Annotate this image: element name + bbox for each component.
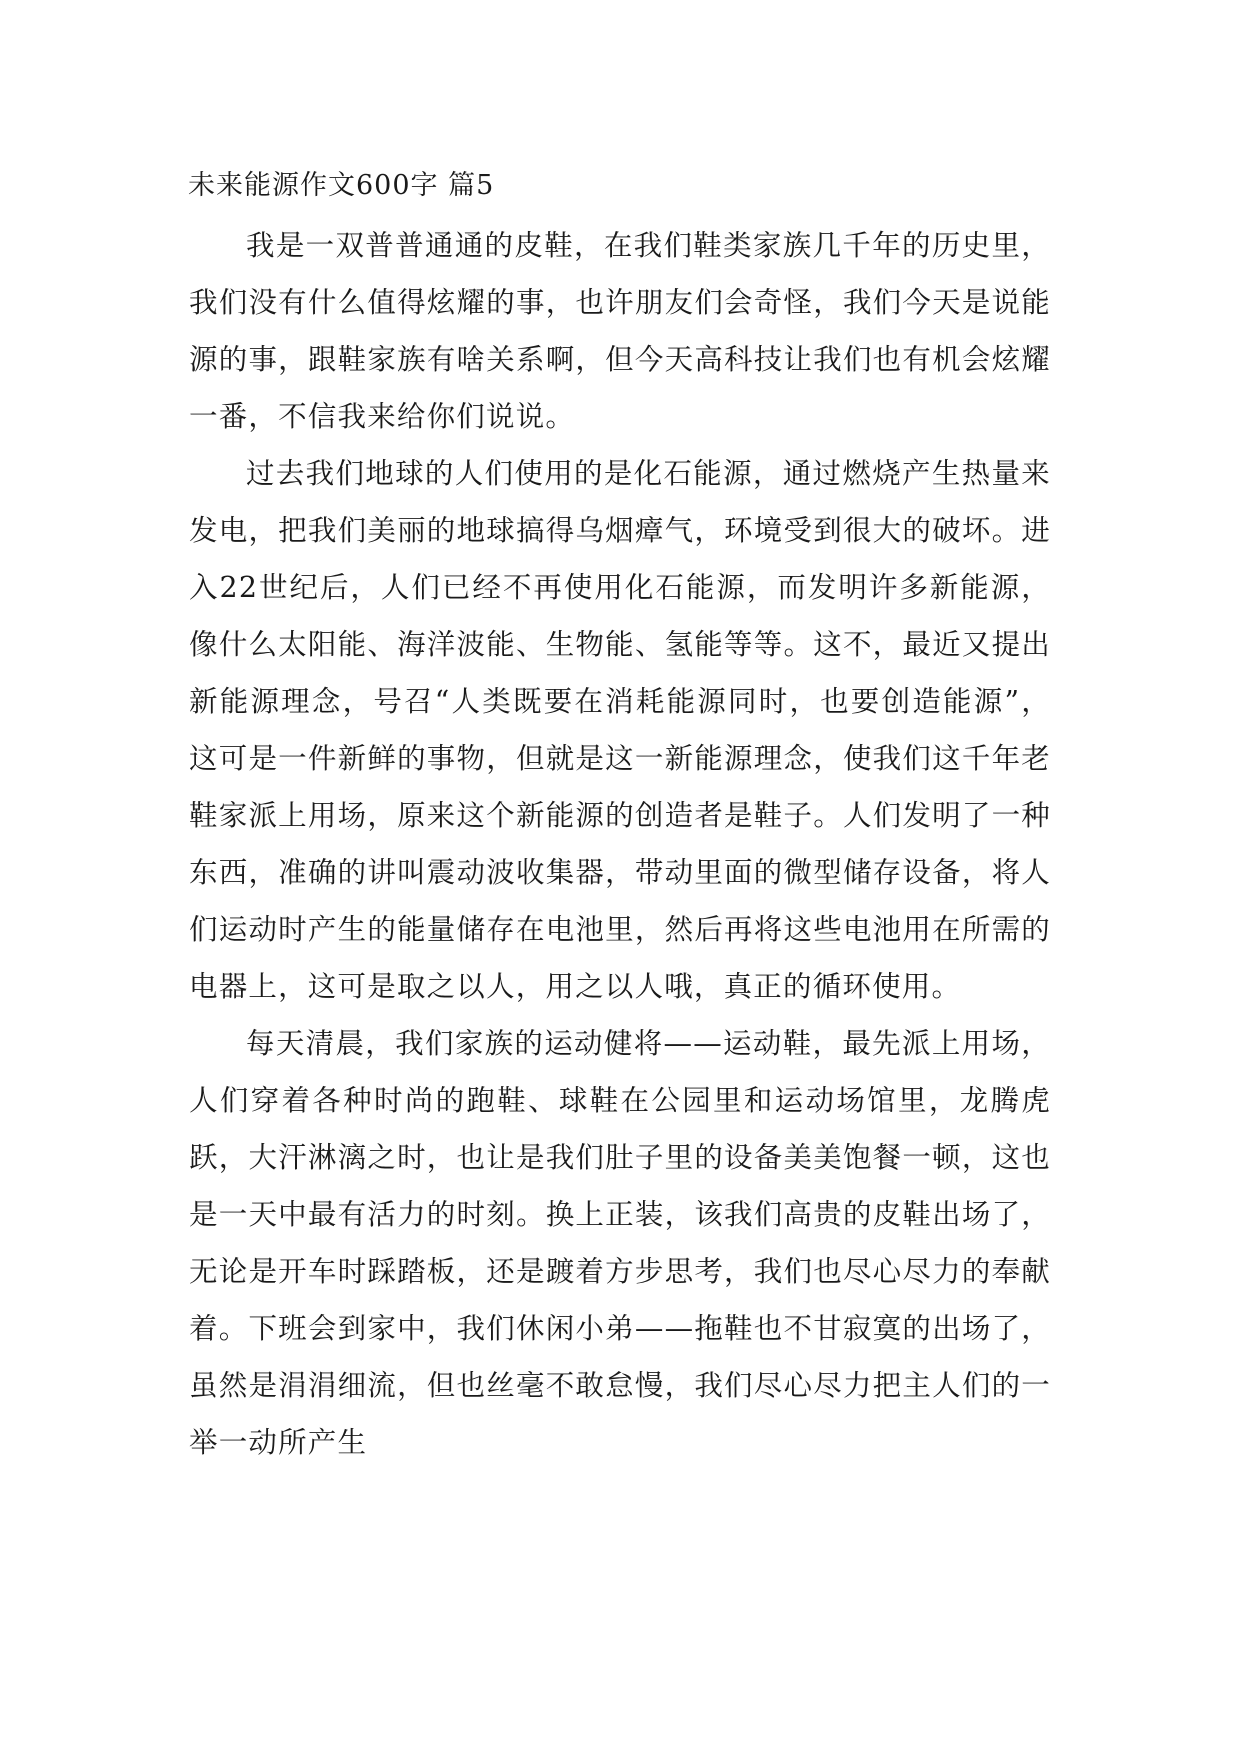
document-body xyxy=(189,217,1051,1471)
document-title: 未来能源作文600字 篇5 xyxy=(188,170,495,201)
paragraph-1: 我是一双普普通通的皮鞋，在我们鞋类家族几千年的历史里，我们没有什么值得炫耀的事，也许朋友们会奇怪，我们今天是说能源的事，跟鞋家族有啥关系啊，但今天高科技让我们也有机会炫耀一番，不信我来给你们说说。 xyxy=(189,229,1051,433)
paragraph-2: 过去我们地球的人们使用的是化石能源，通过燃烧产生热量来发电，把我们美丽的地球搞得乌烟瘴气，环境受到很大的破坏。进入22世纪后，人们已经不再使用化石能源，而发明许多新能源，像什么太阳能、海洋波能、生物能、氢能等等。这不，最近又提出新能源理念，号召“人类既要在消耗能源同时，也要创造能源”，这可是一件新鲜的事物，但就是这一新能源理念，使我们这千年老鞋家派上用场，原来这个新能源的创造者是鞋子。人们发明了一种东西，准确的讲叫震动波收集器，带动里面的微型储存设备，将人们运动时产生的能量储存在电池里，然后再将这些电池用在所需的电器上，这可是取之以人，用之以人哦，真正的循环使用。 xyxy=(189,457,1051,1003)
paragraph-3: 每天清晨，我们家族的运动健将——运动鞋，最先派上用场，人们穿着各种时尚的跑鞋、球鞋在公园里和运动场馆里，龙腾虎跃，大汗淋漓之时，也让是我们肚子里的设备美美饱餐一顿，这也是一天中最有活力的时刻。换上正装，该我们高贵的皮鞋出场了，无论是开车时踩踏板，还是踱着方步思考，我们也尽心尽力的奉献着。下班会到家中，我们休闲小弟——拖鞋也不甘寂寞的出场了，虽然是涓涓细流，但也丝毫不敢怠慢，我们尽心尽力把主人们的一举一动所产生 xyxy=(189,1027,1051,1459)
